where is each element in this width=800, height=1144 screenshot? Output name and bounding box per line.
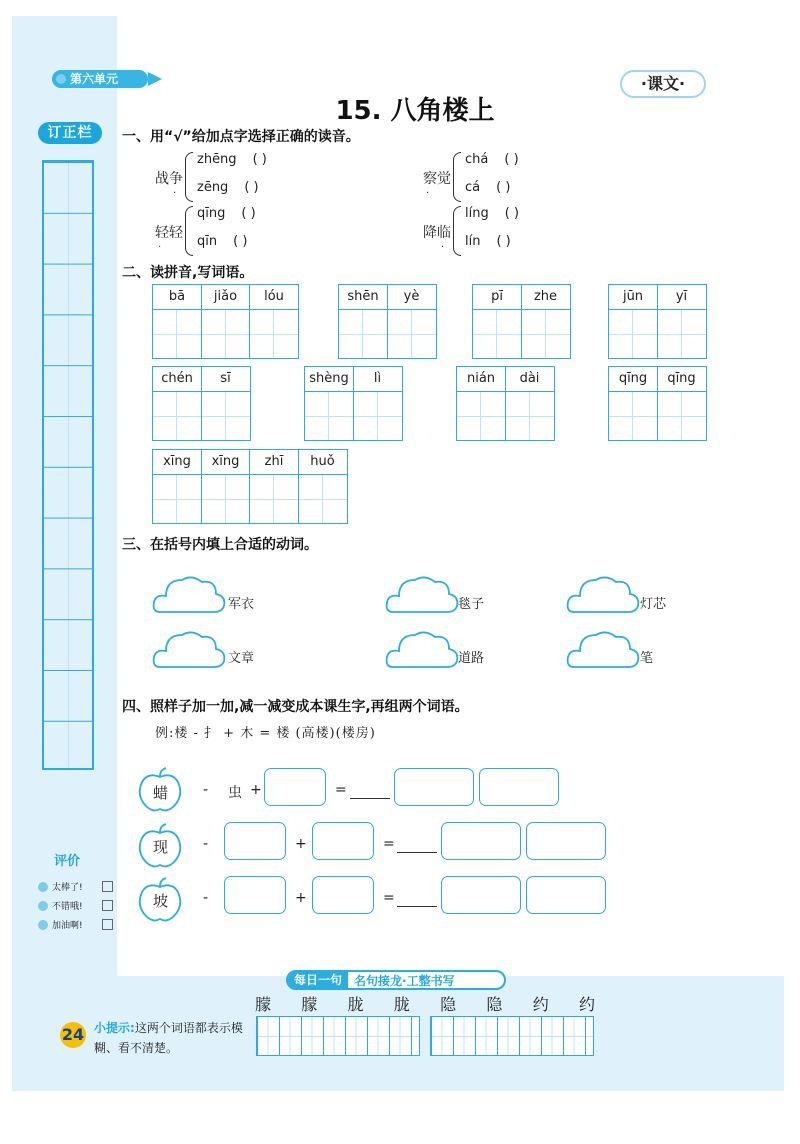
- word-cell[interactable]: yè: [387, 284, 437, 359]
- word-group: [338, 284, 437, 359]
- word-group: [152, 366, 251, 441]
- word-cell[interactable]: lóu: [249, 284, 299, 359]
- cloud-word: 军衣: [228, 597, 255, 612]
- pinyin-option[interactable]: lín ( ): [465, 234, 511, 249]
- word-group: [152, 284, 299, 359]
- unit-dot-icon: [56, 74, 66, 84]
- brace: [185, 152, 193, 202]
- word-cell[interactable]: zhe: [521, 284, 571, 359]
- word-cell[interactable]: xīng: [152, 449, 202, 524]
- daily-sentence-tag: [286, 970, 506, 990]
- pinyin-option[interactable]: qīn ( ): [197, 234, 248, 249]
- equals-sign: =: [335, 782, 347, 798]
- word-input[interactable]: [441, 822, 521, 860]
- word-cell[interactable]: pī: [472, 284, 522, 359]
- pinyin-option[interactable]: zēng ( ): [197, 180, 259, 195]
- word-cell[interactable]: huǒ: [298, 449, 348, 524]
- cloud-blank[interactable]: [385, 629, 459, 671]
- word-cell[interactable]: jiǎo: [201, 284, 251, 359]
- word-cell[interactable]: qīng: [657, 366, 707, 441]
- correction-grid[interactable]: [42, 160, 94, 770]
- cloud-blank[interactable]: [152, 629, 226, 671]
- minus-sign: -: [203, 890, 209, 906]
- equals-sign: =: [383, 890, 395, 906]
- tip-box: [94, 1018, 254, 1058]
- practice-char: 隐: [440, 995, 457, 1014]
- word-cell[interactable]: dài: [505, 366, 555, 441]
- pronunciation-item: [423, 206, 623, 262]
- smile-icon: [38, 901, 48, 911]
- cloud-blank[interactable]: [566, 574, 640, 616]
- pinyin-option[interactable]: chá ( ): [465, 152, 519, 167]
- emphasis-dot: ·: [441, 242, 445, 253]
- word-cell[interactable]: shèng: [304, 366, 354, 441]
- cheer-icon: [38, 920, 48, 930]
- pinyin-option[interactable]: qīng ( ): [197, 206, 256, 221]
- daily-label: 每日一句: [288, 972, 348, 988]
- answer-line[interactable]: [350, 798, 390, 799]
- word-group: [152, 449, 348, 524]
- emphasis-dot: ·: [173, 188, 177, 199]
- word-cell[interactable]: jūn: [608, 284, 658, 359]
- word-group: [608, 366, 707, 441]
- answer-line[interactable]: [397, 906, 437, 907]
- arrow-right-icon: [148, 72, 162, 86]
- minus-sign: -: [203, 782, 209, 798]
- daily-sub-label: 名句接龙·工整书写: [354, 973, 455, 988]
- rating-checkbox[interactable]: [102, 900, 113, 911]
- emphasis-dot: ·: [158, 242, 162, 253]
- word-input[interactable]: [394, 768, 474, 806]
- page-title: 15. 八角楼上: [335, 96, 495, 126]
- word-cell[interactable]: zhī: [249, 449, 299, 524]
- component-input[interactable]: [224, 822, 286, 860]
- word-input[interactable]: [441, 876, 521, 914]
- word-cell[interactable]: shēn: [338, 284, 388, 359]
- question-word: 察觉: [423, 171, 451, 187]
- word-cell[interactable]: yī: [657, 284, 707, 359]
- emphasis-dot: ·: [426, 188, 430, 199]
- word-cell[interactable]: bā: [152, 284, 202, 359]
- apple-character: 现: [153, 838, 169, 856]
- cloud-word: 文章: [228, 651, 255, 666]
- word-cell[interactable]: nián: [456, 366, 506, 441]
- word-cell[interactable]: qīng: [608, 366, 658, 441]
- plus-sign: +: [250, 782, 262, 798]
- tip-label: 小提示:: [94, 1021, 135, 1035]
- subtract-part: 虫: [228, 785, 242, 801]
- practice-grid[interactable]: [430, 1016, 594, 1056]
- section3-heading: 三、在括号内填上合适的动词。: [122, 537, 318, 553]
- component-input[interactable]: [312, 822, 374, 860]
- pronunciation-item: [423, 152, 623, 208]
- practice-char: 胧: [393, 995, 410, 1014]
- word-group: [304, 366, 403, 441]
- rating-option-label: 太棒了!: [52, 883, 83, 893]
- practice-char: 胧: [347, 995, 364, 1014]
- component-input[interactable]: [224, 876, 286, 914]
- pinyin-option[interactable]: líng ( ): [465, 206, 519, 221]
- unit-label: 第六单元: [70, 72, 119, 86]
- question-word: 战争: [155, 171, 183, 187]
- pinyin-option[interactable]: zhēng ( ): [197, 152, 267, 167]
- word-group: [608, 284, 707, 359]
- rating-option: [38, 915, 113, 934]
- rating-option-label: 加油啊!: [52, 921, 83, 931]
- section2-heading: 二、读拼音,写词语。: [122, 265, 254, 281]
- word-cell[interactable]: xīng: [201, 449, 251, 524]
- cloud-word: 道路: [458, 651, 485, 666]
- practice-grid[interactable]: [256, 1016, 420, 1056]
- word-cell[interactable]: sī: [201, 366, 251, 441]
- word-input[interactable]: [526, 876, 606, 914]
- rating-title: 评价: [54, 854, 81, 869]
- cloud-word: 灯芯: [640, 597, 667, 612]
- practice-char: 朦: [255, 995, 272, 1014]
- brace: [453, 152, 461, 202]
- practice-char: 朦: [301, 995, 318, 1014]
- rating-checkbox[interactable]: [102, 919, 113, 930]
- word-group: [456, 366, 555, 441]
- word-group: [472, 284, 571, 359]
- page-number: 24: [60, 1022, 86, 1048]
- minus-sign: -: [203, 836, 209, 852]
- brace: [185, 206, 193, 256]
- word-input[interactable]: [479, 768, 559, 806]
- answer-line[interactable]: [397, 852, 437, 853]
- cloud-blank[interactable]: [152, 574, 226, 616]
- practice-char: 约: [578, 995, 595, 1014]
- correction-label: 订正栏: [38, 122, 102, 144]
- rating-panel: [38, 850, 113, 934]
- practice-char: 隐: [486, 995, 503, 1014]
- rating-option: [38, 877, 113, 896]
- apple-character: 坡: [153, 892, 169, 910]
- section4-heading: 四、照样子加一加,减一减变成本课生字,再组两个词语。: [122, 699, 469, 715]
- section1-heading: 一、用“√”给加点字选择正确的读音。: [122, 129, 360, 145]
- cloud-word: 笔: [640, 651, 654, 666]
- component-input[interactable]: [264, 768, 326, 806]
- question-word: 轻轻: [155, 225, 183, 241]
- rating-option: [38, 896, 113, 915]
- thumb-icon: [38, 882, 48, 892]
- cloud-blank[interactable]: [385, 574, 459, 616]
- question-word: 降临: [423, 225, 451, 241]
- rating-checkbox[interactable]: [102, 881, 113, 892]
- pinyin-option[interactable]: cá ( ): [465, 180, 511, 195]
- word-cell[interactable]: chén: [152, 366, 202, 441]
- word-input[interactable]: [526, 822, 606, 860]
- pronunciation-item: [155, 152, 355, 208]
- tip-text: 这两个词语都表示模糊、看不清楚。: [94, 1021, 243, 1055]
- plus-sign: +: [295, 836, 307, 852]
- practice-char: 约: [532, 995, 549, 1014]
- pronunciation-item: [155, 206, 355, 262]
- cloud-blank[interactable]: [566, 629, 640, 671]
- cloud-word: 毯子: [458, 597, 485, 612]
- lesson-tag: ·课文·: [620, 70, 706, 98]
- rating-option-label: 不错哦!: [52, 902, 83, 912]
- apple-character: 蜡: [153, 784, 169, 802]
- unit-tag: [52, 70, 148, 88]
- example-line: 例:楼 - 扌 + 木 = 楼 (高楼)(楼房): [155, 726, 376, 741]
- component-input[interactable]: [312, 876, 374, 914]
- brace: [453, 206, 461, 256]
- equals-sign: =: [383, 836, 395, 852]
- plus-sign: +: [295, 890, 307, 906]
- word-cell[interactable]: lì: [353, 366, 403, 441]
- practice-words: [255, 992, 595, 1015]
